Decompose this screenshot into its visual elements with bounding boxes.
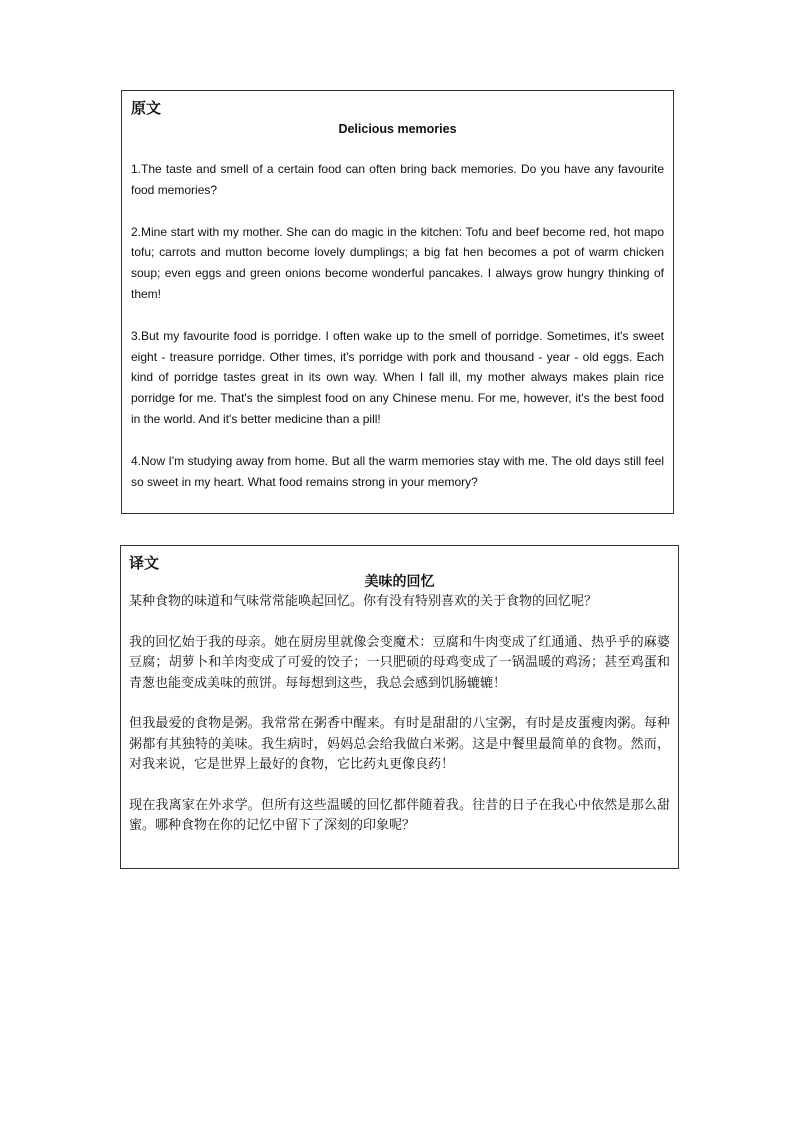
original-paragraph-4: 4.Now I'm studying away from home. But all the warm memories stay with me. The old days still feel so sweet in my heart. What food remains strong in your memory?	[131, 453, 664, 489]
translation-label: 译文	[129, 554, 160, 572]
translation-paragraph-2: 我的回忆始于我的母亲。她在厨房里就像会变魔术：豆腐和牛肉变成了红通通、热乎乎的麻婆豆腐；胡萝卜和羊肉变成了可爱的饺子；一只肥硕的母鸡变成了一锅温暖的鸡汤；甚至鸡蛋和青葱也能变成美味的煎饼。每每想到这些，我总会感到饥肠辘辘！	[129, 634, 670, 691]
translation-title: 美味的回忆	[364, 574, 435, 590]
original-paragraph-1: 1.The taste and smell of a certain food can often bring back memories. Do you have any favourite food memories?	[131, 162, 664, 197]
translation-text-box	[120, 545, 679, 869]
original-text-box	[121, 90, 674, 514]
original-label: 原文	[131, 99, 162, 117]
original-paragraph-2: 2.Mine start with my mother. She can do magic in the kitchen: Tofu and beef become red, hot mapo tofu; carrots and mutton become lovely dumplings; a big fat hen becomes a pot of warm chicken soup; even eggs and green onions become wonderful pancakes. I always grow hungry thinking of them!	[131, 224, 664, 301]
original-title: Delicious memories	[338, 122, 457, 136]
translation-paragraph-3: 但我最爱的食物是粥。我常常在粥香中醒来。有时是甜甜的八宝粥，有时是皮蛋瘦肉粥。每种粥都有其独特的美味。我生病时，妈妈总会给我做白米粥。这是中餐里最简单的食物。然而，对我来说，它是世界上最好的食物，它比药丸更像良药！	[129, 716, 670, 772]
original-paragraph-3: 3.But my favourite food is porridge. I often wake up to the smell of porridge. Sometimes, it's sweet eight - treasure porridge. Other times, it's porridge with pork and thousand - year - old eggs. Each kind of porridge tastes great in its own way. When I fall ill, my mother always makes plain rice porridge for me. That's the simplest food on any Chinese menu. For me, however, it's the best food in the world. And it's better medicine than a pill!	[131, 328, 664, 426]
translation-paragraph-4: 现在我离家在外求学。但所有这些温暖的回忆都伴随着我。往昔的日子在我心中依然是那么甜蜜。哪种食物在你的记忆中留下了深刻的印象呢？	[129, 797, 670, 833]
translation-paragraph-1: 某种食物的味道和气味常常能唤起回忆。你有没有特别喜欢的关于食物的回忆呢？	[129, 594, 598, 609]
